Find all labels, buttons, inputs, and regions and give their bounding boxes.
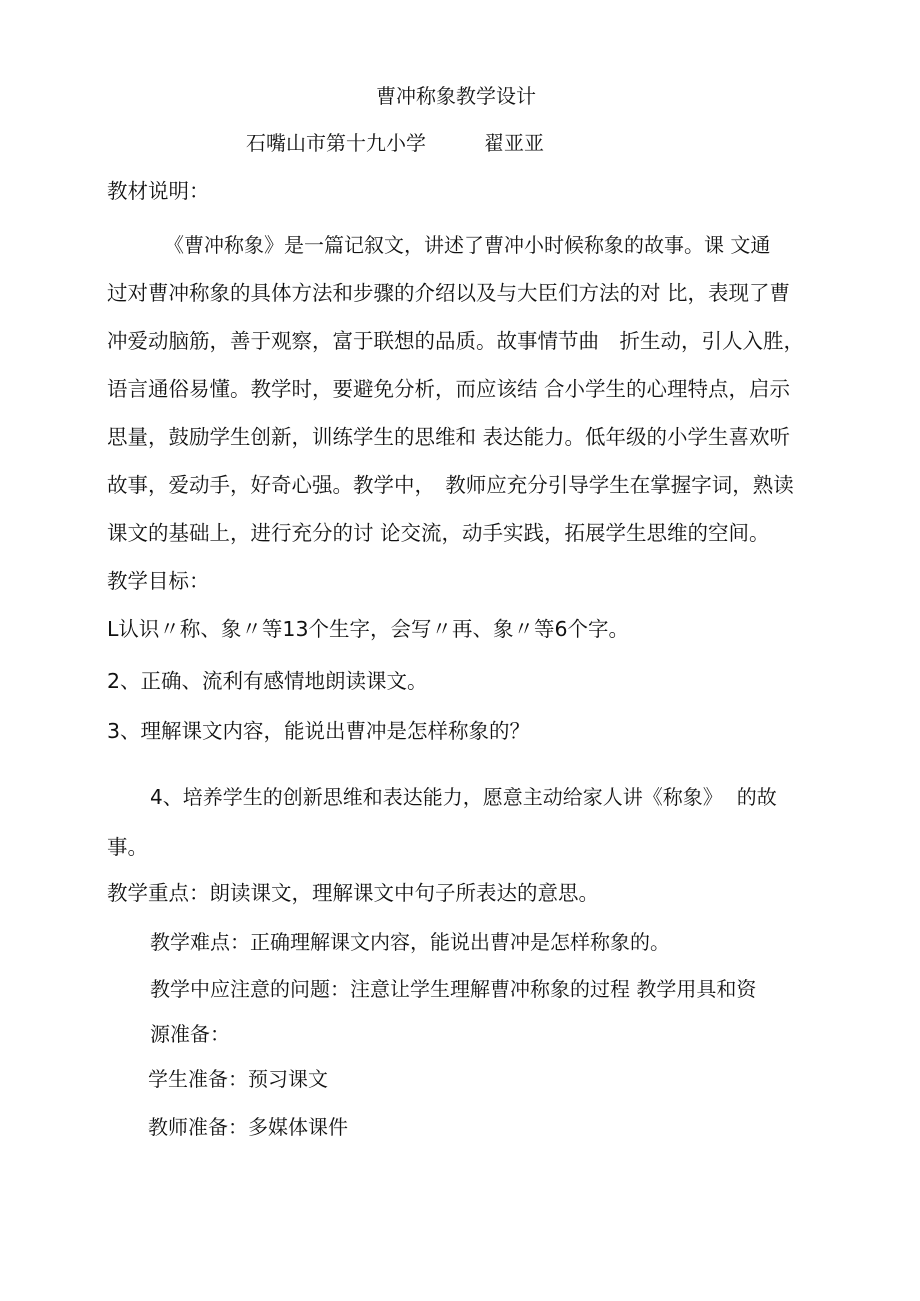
student-preparation: 学生准备：预习课文 (148, 1067, 328, 1091)
material-line-2: 过对曹冲称象的具体方法和步骤的介绍以及与大臣们方法的对 比，表现了曹 (107, 281, 791, 305)
goal-item-2: 2、正确、流利有感情地朗读课文。 (107, 669, 428, 693)
goal-item-1: L认识〃称、象〃等13个生字，会写〃再、象〃等6个字。 (107, 617, 630, 641)
teacher-preparation: 教师准备：多媒体课件 (148, 1115, 348, 1139)
school-name: 石嘴山市第十九小学 (246, 131, 426, 155)
section-heading-material: 教材说明： (107, 179, 210, 203)
goal-item-4-line-2: 事。 (107, 835, 148, 859)
author-name: 翟亚亚 (484, 131, 544, 155)
material-line-3: 冲爱动脑筋，善于观察，富于联想的品质。故事情节曲 折生动，引人入胜， (107, 329, 804, 353)
goal-item-4-line-1 (150, 784, 777, 810)
difficulty: 教学难点：正确理解课文内容，能说出曹冲是怎样称象的。 (150, 930, 670, 954)
goal-item-4-text: 4、培养学生的创新思维和表达能力，愿意主动给家人讲《称象》 (150, 785, 723, 809)
key-point: 教学重点：朗读课文，理解课文中句子所表达的意思。 (107, 881, 599, 905)
material-line-7: 课文的基础上，进行充分的讨 论交流，动手实践，拓展学生思维的空间。 (107, 521, 770, 545)
attention-line-1: 教学中应注意的问题：注意让学生理解曹冲称象的过程 教学用具和资 (150, 977, 757, 1001)
attention-line-2: 源准备： (150, 1022, 230, 1046)
byline (246, 130, 544, 156)
goal-item-4-tail: 的故 (736, 785, 777, 809)
section-heading-goals: 教学目标： (107, 569, 210, 593)
material-line-4: 语言通俗易懂。教学时，要避免分析，而应该结 合小学生的心理特点，启示 (107, 377, 791, 401)
material-line-1: 《曹冲称象》是一篇记叙文，讲述了曹冲小时候称象的故事。课 文通 (164, 233, 771, 257)
material-line-5: 思量，鼓励学生创新，训练学生的思维和 表达能力。低年级的小学生喜欢听 (107, 425, 791, 449)
page-title: 曹冲称象教学设计 (376, 84, 536, 108)
goal-item-3: 3、理解课文内容，能说出曹冲是怎样称象的？ (107, 719, 531, 743)
material-line-6: 故事，爱动手，好奇心强。教学中， 教师应充分引导学生在掌握字词，熟读 (107, 473, 794, 497)
